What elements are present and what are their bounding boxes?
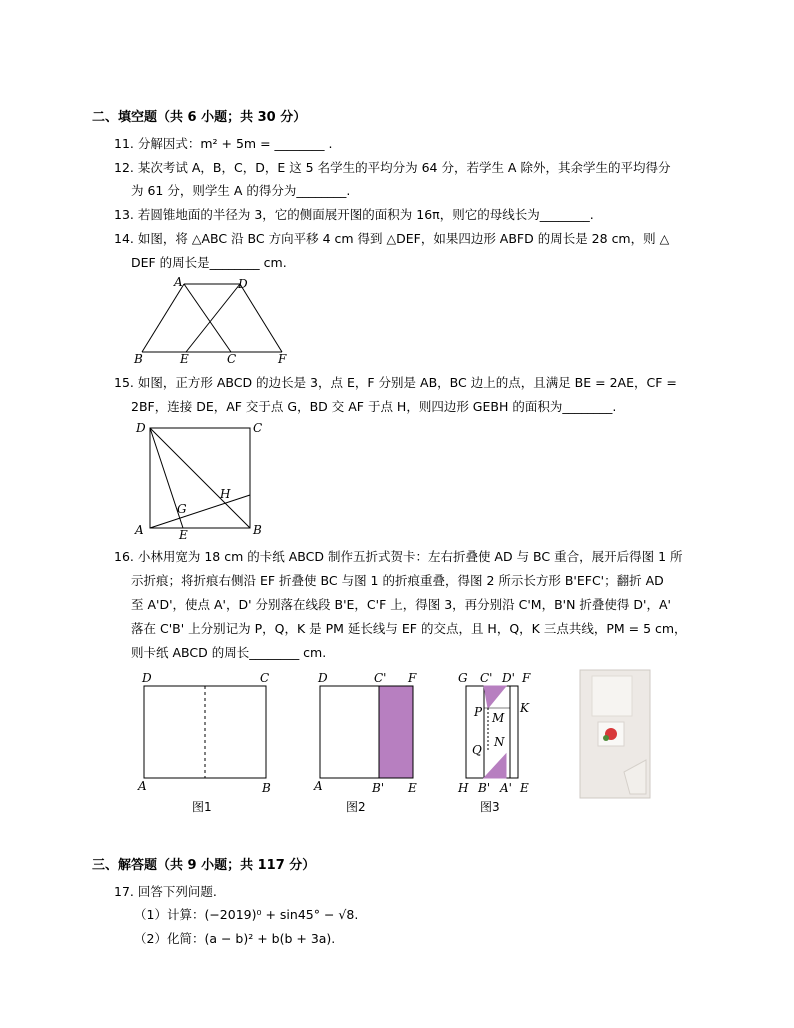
label-e: E	[408, 781, 417, 795]
question-17-part-1: （1）计算：(−2019)⁰ + sin45° − √8.	[134, 907, 359, 922]
question-text: 小林用宽为 18 cm 的卡纸 ABCD 制作五折式贺卡：左右折叠使 AD 与 BC 重合，展开后得图 1 所	[137, 549, 683, 564]
label-a: A	[174, 275, 183, 289]
question-16	[114, 549, 683, 565]
label-m: M	[492, 711, 505, 725]
segment-bd	[150, 428, 250, 528]
label-d: D	[318, 671, 328, 685]
label-c: C	[227, 352, 237, 366]
question-text: 回答下列问题.	[137, 884, 217, 899]
label-b: B	[134, 352, 143, 366]
question-text: 如图，将 △ABC 沿 BC 方向平移 4 cm 得到 △DEF，如果四边形 ABFD 的周长是 28 cm，则 △	[137, 231, 670, 246]
figure-2-caption: 图2	[346, 800, 366, 814]
label-d: D	[142, 671, 152, 685]
label-e: E	[520, 781, 529, 795]
section-3-title: 三、解答题（共 9 小题；共 117 分）	[92, 858, 316, 873]
question-number: 12.	[114, 160, 134, 175]
label-d: D	[136, 421, 146, 435]
section-2-title: 二、填空题（共 6 小题；共 30 分）	[92, 110, 307, 125]
question-16-line-4: 落在 C'B' 上分别记为 P，Q，K 是 PM 延长线与 EF 的交点，且 H，Q，K 三点共线，PM = 5 cm，	[131, 621, 687, 636]
question-16-line-5: 则卡纸 ABCD 的周长________ cm.	[131, 645, 327, 660]
label-c: C	[253, 421, 263, 435]
figure-3-five-fold-card	[452, 668, 542, 816]
segment-df	[240, 284, 282, 352]
figure-1-caption: 图1	[192, 800, 212, 814]
question-text: 若圆锥地面的半径为 3，它的侧面展开图的面积为 16π，则它的母线长为________.	[137, 207, 594, 222]
segment-ab	[142, 284, 184, 352]
question-number: 15.	[114, 375, 134, 390]
leaf-icon	[603, 735, 609, 741]
question-text: 分解因式：m² + 5m = ________ .	[137, 136, 333, 151]
segment-de	[186, 284, 240, 352]
question-text: 如图，正方形 ABCD 的边长是 3，点 E，F 分别是 AB，BC 边上的点，且满足 BE = 2AE，CF =	[137, 375, 677, 390]
label-f: F	[522, 671, 531, 685]
label-c-prime: C'	[374, 671, 387, 685]
label-c: C	[260, 671, 270, 685]
figure-14-translated-triangles	[128, 274, 298, 366]
label-b-prime: B'	[372, 781, 385, 795]
question-number: 16.	[114, 549, 134, 564]
question-17	[114, 884, 217, 900]
question-text: 某次考试 A，B，C，D，E 这 5 名学生的平均分为 64 分，若学生 A 除外，其余学生的平均得分	[137, 160, 671, 175]
label-h: H	[220, 487, 231, 501]
label-a: A	[138, 779, 147, 793]
label-a: A	[135, 523, 144, 537]
label-g: G	[458, 671, 468, 685]
question-15-line-2: 2BF，连接 DE，AF 交于点 G，BD 交 AF 于点 H，则四边形 GEBH 的面积为________.	[131, 399, 617, 414]
question-16-line-3: 至 A'D'，使点 A'，D' 分别落在线段 B'E，C'F 上，得图 3，再分别沿 C'M，B'N 折叠使得 D'，A'	[131, 597, 671, 612]
question-12	[114, 160, 670, 176]
label-d: D	[238, 277, 248, 291]
figure-15-square	[130, 418, 270, 540]
question-12-line-2: 为 61 分，则学生 A 的得分为________.	[131, 183, 351, 198]
segment-ac	[184, 284, 231, 352]
upper-triangle-fold	[484, 686, 506, 708]
figure-2-folded-card	[312, 668, 424, 816]
label-g: G	[177, 502, 187, 516]
label-b: B	[253, 523, 262, 537]
question-number: 13.	[114, 207, 134, 222]
label-f: F	[278, 352, 287, 366]
question-14	[114, 231, 669, 247]
label-b-prime: B'	[478, 781, 491, 795]
segment-af	[150, 495, 250, 528]
label-q: Q	[472, 743, 482, 757]
question-11	[114, 136, 332, 152]
figure-1-card	[136, 668, 286, 816]
label-k: K	[520, 701, 529, 715]
question-17-part-2: （2）化简：(a − b)² + b(b + 3a).	[134, 931, 336, 946]
label-a: A	[314, 779, 323, 793]
label-e: E	[179, 528, 188, 540]
figure-3-caption: 图3	[480, 800, 500, 814]
question-15	[114, 375, 677, 391]
card-photo	[578, 668, 652, 800]
label-c-prime: C'	[480, 671, 493, 685]
question-number: 11.	[114, 136, 134, 151]
question-14-line-2: DEF 的周长是________ cm.	[131, 255, 287, 270]
label-p: P	[474, 705, 483, 719]
label-e: E	[180, 352, 189, 366]
label-n: N	[494, 735, 505, 749]
label-b: B	[262, 781, 271, 795]
question-number: 17.	[114, 884, 134, 899]
label-f: F	[408, 671, 417, 685]
question-number: 14.	[114, 231, 134, 246]
folded-flap	[379, 686, 413, 778]
paper-flap-top	[592, 676, 632, 716]
question-16-line-2: 示折痕；将折痕右侧沿 EF 折叠使 BC 与图 1 的折痕重叠，得图 2 所示长方形 B'EFC'；翻折 AD	[131, 573, 664, 588]
label-a-prime: A'	[500, 781, 512, 795]
label-h: H	[458, 781, 469, 795]
lower-triangle-fold	[484, 754, 506, 778]
question-13	[114, 207, 594, 223]
label-d-prime: D'	[502, 671, 515, 685]
